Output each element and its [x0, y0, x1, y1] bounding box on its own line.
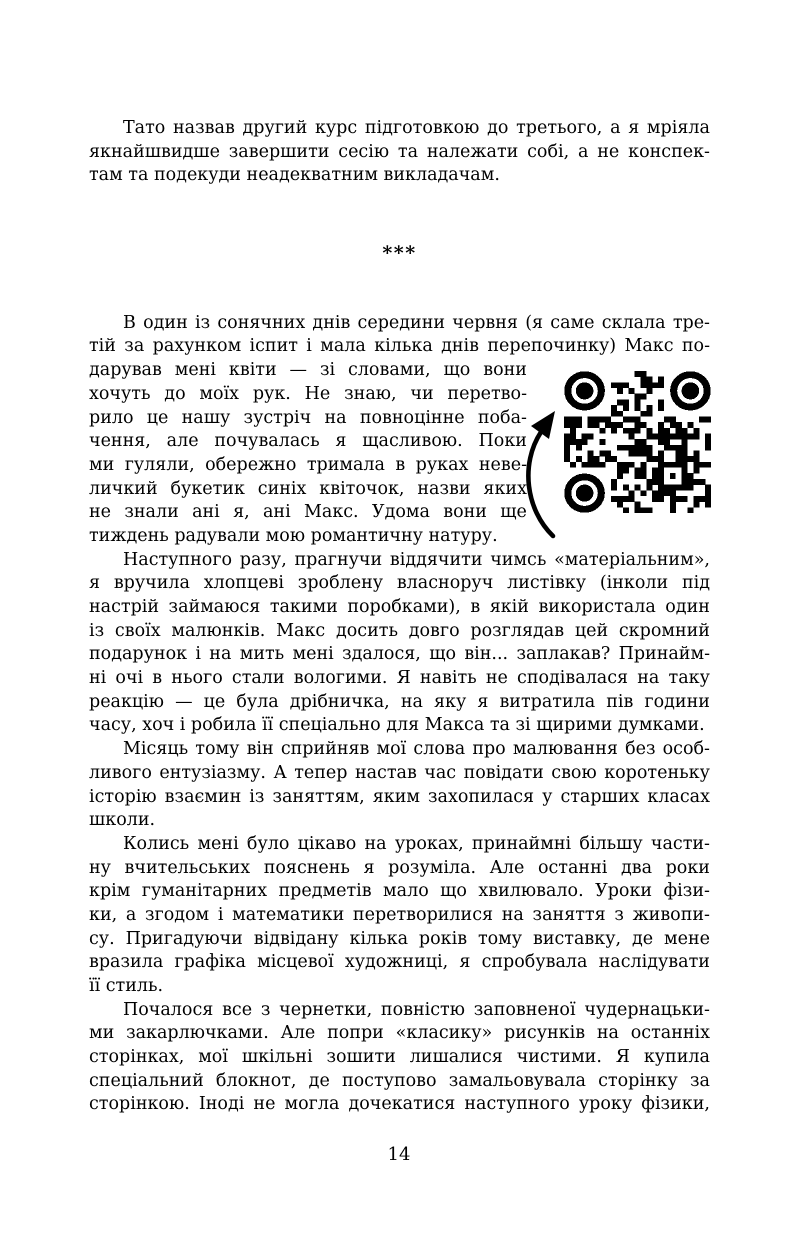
- text-line: реакцію — це була дрібничка, на яку я витратила пів години: [89, 691, 710, 712]
- text-line: ну вчительських пояснень я розуміла. Але останні два роки: [89, 857, 710, 878]
- text-line: ливого ентузіазму. А тепер настав час повідати свою коротеньку: [89, 762, 710, 783]
- text-line: Місяць тому він сприйняв мої слова про малювання без особ-: [123, 739, 710, 760]
- text-line: хочуть до моїх рук. Не знаю, чи перетво-: [89, 383, 527, 404]
- text-line: спеціальний блокнот, де поступово замальовувала сторінку за: [89, 1070, 710, 1091]
- text-line: Наступного разу, прагнучи віддячити чимсь «матеріальним»,: [123, 549, 710, 570]
- text-block: [89, 117, 710, 1117]
- text-line: ми закарлючками. Але попри «класику» рисунків на останніх: [89, 1023, 710, 1044]
- text-line: я вручила хлопцеві зроблену власноруч листівку (інколи під: [89, 573, 710, 594]
- qr-code: [564, 371, 711, 513]
- paragraph-6: [89, 999, 710, 1117]
- paragraph-4: [89, 738, 710, 833]
- text-line: історію взаємин із заняттям, яким захопилася у старших класах: [89, 786, 710, 807]
- text-line: сторінкою. Іноді не могла дочекатися наступного уроку фізики,: [89, 1094, 710, 1115]
- paragraph-2-full-width: [89, 312, 710, 359]
- text-line: Почалося все з чернетки, повністю заповненої чудернацьки-: [123, 999, 710, 1020]
- text-line: якнайшвидше завершити сесію та належати собі, а не конспек-: [89, 141, 710, 162]
- text-line: ні очі в нього стали вологими. Я навіть не сподівалася на таку: [89, 668, 710, 689]
- text-line: настрій займаюся такими поробками), в якій використала один: [89, 597, 710, 617]
- paragraph-1: [89, 117, 710, 188]
- text-line: тиждень радували мою романтичну натуру.: [89, 525, 498, 546]
- text-line: ми гуляли, обережно тримала в руках неве-: [89, 454, 527, 475]
- text-line: тій за рахунком іспит і мала кілька днів перепочинку) Макс по-: [89, 336, 710, 357]
- text-line: В один із сонячних днів середини червня (я саме склала тре-: [123, 312, 710, 333]
- text-line: сторінках, мої шкільні зошити лишалися чистими. Я купила: [89, 1047, 710, 1068]
- page-number: 14: [387, 1144, 411, 1165]
- text-line: Тато назвав другий курс підготовкою до третього, а я мріяла: [123, 118, 710, 138]
- text-line: ки, а згодом і математики перетворилися на заняття з живопи-: [89, 904, 710, 925]
- text-line: вразила графіка місцевої художниці, я спробувала наслідувати: [89, 952, 710, 973]
- paragraph-5: [89, 833, 710, 999]
- text-line: там та подекуди неадекватним викладачам.: [89, 165, 500, 186]
- curved-arrow-icon: [518, 402, 572, 544]
- text-line: личкий букетик синіх квіточок, назви яких: [89, 478, 527, 499]
- section-separator: ***: [382, 242, 417, 265]
- text-line: із своїх малюнків. Макс досить довго розглядав цей скромний: [89, 620, 710, 641]
- text-line: су. Пригадуючи відвідану кілька років тому виставку, де мене: [89, 928, 710, 949]
- text-line: часу, хоч і робила її спеціально для Макса та зі щирими думками.: [89, 715, 705, 736]
- text-line: її стиль.: [89, 976, 164, 996]
- text-line: крім гуманітарних предметів мало що хвилювало. Уроки фізи-: [89, 881, 710, 902]
- text-line: рило це нашу зустріч на повноцінне поба-: [89, 407, 527, 428]
- qr-code-image: [564, 371, 711, 513]
- text-line: чення, але почувалась я щасливою. Поки: [89, 431, 527, 452]
- text-line: не знали ані я, ані Макс. Удома вони ще: [89, 502, 527, 523]
- text-line: подарунок і на мить мені здалося, що він... заплакав? Принайм-: [89, 644, 710, 665]
- text-line: дарував мені квіти — зі словами, що вони: [89, 360, 527, 381]
- text-line: Колись мені було цікаво на уроках, принаймні більшу части-: [123, 833, 710, 854]
- text-line: школи.: [89, 810, 156, 831]
- paragraph-3: [89, 549, 710, 739]
